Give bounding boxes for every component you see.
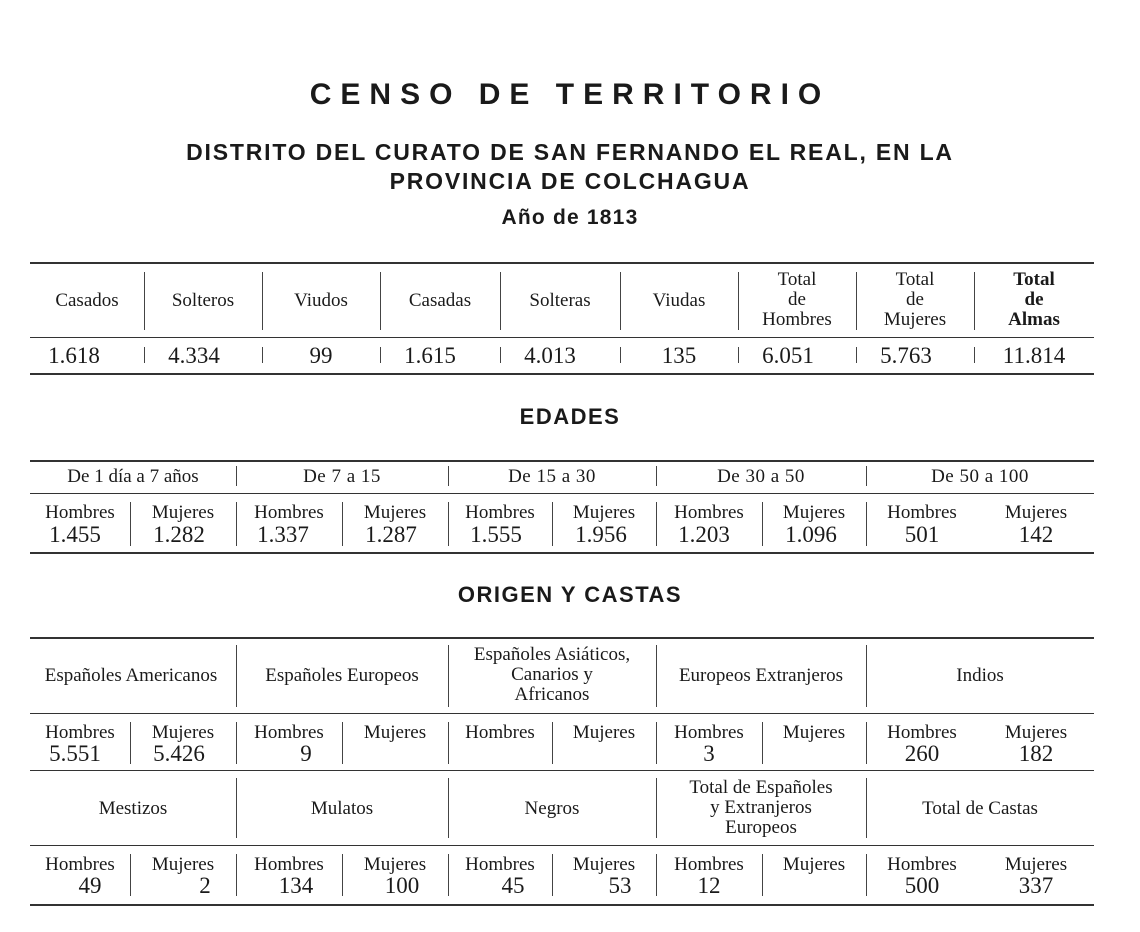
header-line: Total <box>777 269 817 290</box>
origen-group-total-castas: Total de Castas <box>922 798 1038 819</box>
sub-label-mujeres: Mujeres <box>1004 502 1068 523</box>
sub-label-mujeres: Mujeres <box>151 502 215 523</box>
year-heading: Año de 1813 <box>501 206 639 229</box>
sub-label-hombres: Hombres <box>465 722 535 743</box>
origen-value: 3 <box>703 741 715 766</box>
edades-group-1: De 1 día a 7 años <box>67 466 199 487</box>
origen-value: 5.426 <box>153 741 205 766</box>
rule <box>30 460 1094 462</box>
edades-group-2: De 7 a 15 <box>303 466 381 487</box>
origen-group-total-espanoles <box>656 776 866 840</box>
origen-value: 260 <box>904 741 940 766</box>
header-line: Españoles Asiáticos, <box>473 644 631 665</box>
rule <box>30 337 1094 338</box>
rule <box>30 904 1094 906</box>
sub-label-hombres: Hombres <box>45 502 115 523</box>
header-casados: Casados <box>55 290 119 311</box>
origen-group-mulatos: Mulatos <box>310 798 374 819</box>
origen-value: 45 <box>501 873 525 898</box>
edades-value: 1.455 <box>49 522 101 547</box>
header-line: Africanos <box>514 684 590 705</box>
origen-value: 2 <box>199 873 211 898</box>
subtitle-line-2: PROVINCIA DE COLCHAGUA <box>389 168 751 194</box>
sub-label-mujeres: Mujeres <box>782 854 846 875</box>
origen-value: 500 <box>904 873 940 898</box>
header-line: Hombres <box>762 309 832 330</box>
section-title-origen: ORIGEN Y CASTAS <box>457 582 683 607</box>
value-viudos: 99 <box>309 343 333 368</box>
sub-label-mujeres: Mujeres <box>151 854 215 875</box>
origen-group-asiaticos <box>448 643 656 707</box>
header-casadas: Casadas <box>408 290 472 311</box>
edades-group-5: De 50 a 100 <box>931 466 1029 487</box>
rule <box>30 373 1094 375</box>
rule <box>30 845 1094 846</box>
sub-label-mujeres: Mujeres <box>363 722 427 743</box>
origen-group-indios: Indios <box>956 665 1004 686</box>
header-line: Total <box>895 269 935 290</box>
edades-value: 1.956 <box>575 522 627 547</box>
rule <box>30 770 1094 771</box>
origen-value: 5.551 <box>49 741 101 766</box>
edades-value: 1.287 <box>365 522 417 547</box>
origen-value <box>762 742 866 766</box>
origen-group-mestizos: Mestizos <box>98 798 168 819</box>
subtitle-line-1: DISTRITO DEL CURATO DE SAN FERNANDO EL REAL, EN LA <box>186 139 954 165</box>
origen-value: 182 <box>1018 741 1054 766</box>
header-total-almas <box>974 268 1094 332</box>
origen-value <box>552 742 656 766</box>
origen-group-espanoles-americanos: Españoles Americanos <box>44 665 218 686</box>
page-title: CENSO DE TERRITORIO <box>309 78 831 111</box>
value-solteros: 4.334 <box>168 343 220 368</box>
header-line: Canarios y <box>511 664 593 685</box>
origen-value: 337 <box>1018 873 1054 898</box>
value-solteras: 4.013 <box>524 343 576 368</box>
origen-value: 12 <box>697 873 721 898</box>
header-line: de <box>906 289 924 310</box>
sub-label-mujeres: Mujeres <box>1004 722 1068 743</box>
header-viudos: Viudos <box>294 290 348 311</box>
origen-group-europeos-extranjeros: Europeos Extranjeros <box>678 665 844 686</box>
sub-label-hombres: Hombres <box>887 854 957 875</box>
sub-label-hombres: Hombres <box>465 502 535 523</box>
sub-label-hombres: Hombres <box>254 722 324 743</box>
header-viudas: Viudas <box>652 290 706 311</box>
header-total-hombres <box>738 268 856 332</box>
section-title-edades: EDADES <box>519 404 621 429</box>
origen-value <box>448 742 552 766</box>
edades-value: 1.337 <box>257 522 309 547</box>
origen-value <box>342 742 448 766</box>
sub-label-mujeres: Mujeres <box>782 722 846 743</box>
sub-label-mujeres: Mujeres <box>572 722 636 743</box>
sub-label-hombres: Hombres <box>887 502 957 523</box>
sub-label-mujeres: Mujeres <box>572 854 636 875</box>
origen-value <box>762 874 866 898</box>
sub-label-hombres: Hombres <box>465 854 535 875</box>
sub-label-hombres: Hombres <box>674 722 744 743</box>
header-solteros: Solteros <box>171 290 235 311</box>
value-total-hombres: 6.051 <box>762 343 814 368</box>
header-line: Total de Españoles <box>689 777 833 798</box>
value-total-almas: 11.814 <box>1002 343 1066 368</box>
value-casadas: 1.615 <box>404 343 456 368</box>
edades-group-3: De 15 a 30 <box>508 466 596 487</box>
header-total-mujeres <box>856 268 974 332</box>
sub-label-mujeres: Mujeres <box>363 854 427 875</box>
value-casados: 1.618 <box>48 343 100 368</box>
sub-label-hombres: Hombres <box>45 854 115 875</box>
sub-label-hombres: Hombres <box>674 854 744 875</box>
origen-group-negros: Negros <box>524 798 580 819</box>
edades-value: 1.555 <box>470 522 522 547</box>
origen-value: 100 <box>384 873 420 898</box>
rule <box>30 262 1094 264</box>
value-viudas: 135 <box>661 343 697 368</box>
sub-label-hombres: Hombres <box>254 502 324 523</box>
edades-value: 142 <box>1018 522 1054 547</box>
header-line: Total <box>1013 269 1055 290</box>
subtitle <box>0 138 1140 196</box>
edades-value: 501 <box>904 522 940 547</box>
edades-value: 1.282 <box>153 522 205 547</box>
rule <box>30 493 1094 494</box>
origen-value: 134 <box>278 873 314 898</box>
origen-value: 9 <box>300 741 312 766</box>
header-line: de <box>788 289 806 310</box>
sub-label-hombres: Hombres <box>674 502 744 523</box>
rule <box>30 552 1094 554</box>
edades-value: 1.203 <box>678 522 730 547</box>
sub-label-hombres: Hombres <box>887 722 957 743</box>
origen-group-espanoles-europeos: Españoles Europeos <box>265 665 419 686</box>
value-total-mujeres: 5.763 <box>880 343 932 368</box>
edades-group-4: De 30 a 50 <box>717 466 805 487</box>
header-line: y Extranjeros <box>710 797 812 818</box>
sub-label-mujeres: Mujeres <box>782 502 846 523</box>
rule <box>30 637 1094 639</box>
header-line: Europeos <box>725 817 797 838</box>
origen-value: 49 <box>78 873 102 898</box>
header-solteras: Solteras <box>529 290 591 311</box>
sub-label-hombres: Hombres <box>254 854 324 875</box>
origen-value: 53 <box>608 873 632 898</box>
sub-label-mujeres: Mujeres <box>572 502 636 523</box>
sub-label-mujeres: Mujeres <box>151 722 215 743</box>
edades-value: 1.096 <box>785 522 837 547</box>
header-line: Mujeres <box>883 309 947 330</box>
rule <box>30 713 1094 714</box>
sub-label-hombres: Hombres <box>45 722 115 743</box>
sub-label-mujeres: Mujeres <box>1004 854 1068 875</box>
header-line: Almas <box>1008 309 1060 330</box>
sub-label-mujeres: Mujeres <box>363 502 427 523</box>
header-line: de <box>1024 289 1044 310</box>
